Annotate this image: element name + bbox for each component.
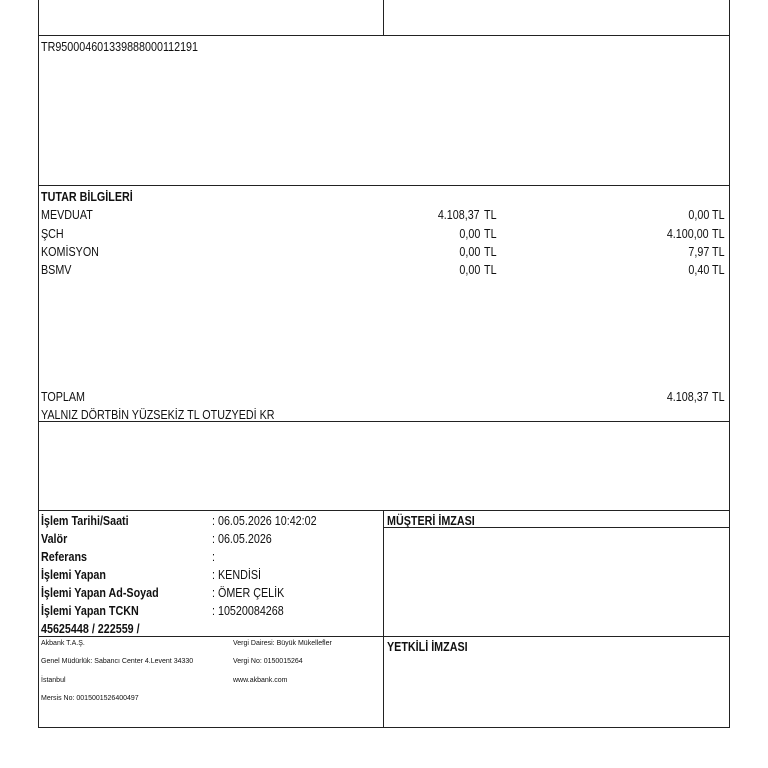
amount-col1: 0,00 — [459, 245, 480, 259]
detail-value: : 10520084268 — [212, 604, 284, 618]
amount-label: KOMİSYON — [41, 245, 99, 259]
amounts-heading: TUTAR BİLGİLERİ — [41, 190, 133, 204]
iban-text: TR950004601339888000112191 — [41, 40, 199, 54]
divider-h-5 — [38, 636, 730, 637]
divider-top-vertical — [383, 0, 384, 36]
detail-value: : ÖMER ÇELİK — [212, 586, 285, 600]
detail-value: : — [212, 550, 215, 564]
footer-city: İstanbul — [41, 677, 66, 684]
amount-col1: 4.108,37 — [438, 208, 480, 222]
frame-right — [729, 0, 730, 728]
total-currency: TL — [712, 390, 725, 404]
amount-in-words: YALNIZ DÖRTBİN YÜZSEKİZ TL OTUZYEDİ KR — [41, 408, 275, 422]
total-value: 4.108,37 — [667, 390, 709, 404]
footer-website[interactable]: www.akbank.com — [233, 677, 288, 684]
amount-cur2: TL — [712, 227, 725, 241]
amount-col2: 4.100,00 — [667, 227, 709, 241]
amount-cur1: TL — [484, 263, 497, 277]
detail-label: Valör — [41, 532, 68, 546]
footer-tax-number: Vergi No: 0150015264 — [233, 658, 303, 665]
divider-h-4 — [38, 510, 730, 511]
amount-label: ŞCH — [41, 227, 64, 241]
amount-col1: 0,00 — [459, 263, 480, 277]
reference-code: 45625448 / 222559 / — [41, 622, 140, 636]
authorized-signature-label: YETKİLİ İMZASI — [387, 640, 468, 654]
amount-cur2: TL — [712, 208, 725, 222]
amount-cur2: TL — [712, 263, 725, 277]
footer-address: Genel Müdürlük: Sabancı Center 4.Levent 34330 — [41, 658, 194, 665]
footer-company: Akbank T.A.Ş. — [41, 640, 85, 647]
divider-h-2 — [38, 185, 730, 186]
detail-label: İşlemi Yapan TCKN — [41, 604, 139, 618]
amount-col2: 7,97 — [688, 245, 709, 259]
amount-label: BSMV — [41, 263, 72, 277]
divider-bottom-vertical — [383, 510, 384, 728]
detail-label: İşlemi Yapan Ad-Soyad — [41, 586, 159, 600]
amount-cur2: TL — [712, 245, 725, 259]
footer-tax-office: Vergi Dairesi: Büyük Mükellefler — [233, 640, 332, 647]
footer-mersis: Mersis No: 0015001526400497 — [41, 695, 139, 702]
amount-col2: 0,40 — [688, 263, 709, 277]
customer-signature-label: MÜŞTERİ İMZASI — [387, 514, 475, 528]
frame-left — [38, 0, 39, 728]
amount-label: MEVDUAT — [41, 208, 93, 222]
amount-cur1: TL — [484, 208, 497, 222]
detail-label: İşlem Tarihi/Saati — [41, 514, 129, 528]
total-label: TOPLAM — [41, 390, 86, 404]
amount-col2: 0,00 — [688, 208, 709, 222]
detail-value: : KENDİSİ — [212, 568, 261, 582]
detail-value: : 06.05.2026 — [212, 532, 272, 546]
frame-bottom — [38, 727, 730, 728]
amount-cur1: TL — [484, 227, 497, 241]
amount-col1: 0,00 — [459, 227, 480, 241]
detail-value: : 06.05.2026 10:42:02 — [212, 514, 317, 528]
detail-label: İşlemi Yapan — [41, 568, 106, 582]
divider-h-1 — [38, 35, 730, 36]
detail-label: Referans — [41, 550, 88, 564]
amount-cur1: TL — [484, 245, 497, 259]
